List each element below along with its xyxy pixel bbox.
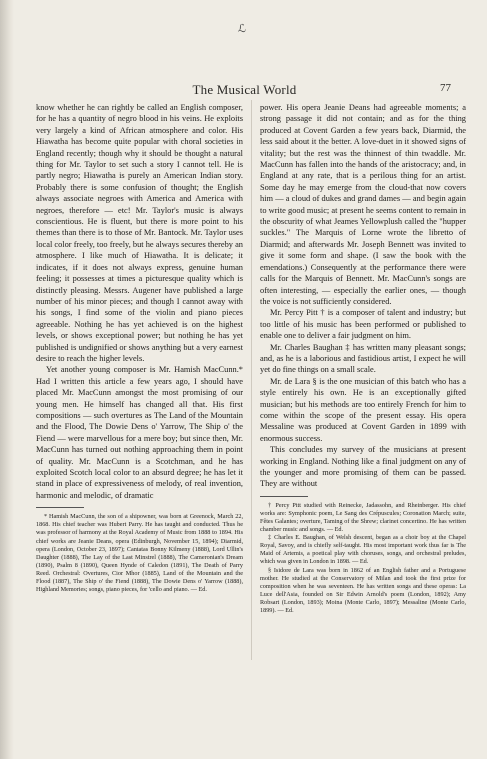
paragraph: Yet another young composer is Mr. Hamish MacCunn.* Had I written this article a few years ago, I should have placed Mr. MacCunn amongst the most promising of our young men. He himself has changed all that. His first compositions — such overtures as The Land of the Mountain and the Flood, The Dowie Dens o' Yarrow, The Ship o' the Fiend — were marvellous for a mere boy; but since then, Mr. MacCunn has turned out nothing approaching them in point of quality. Mr. MacCunn is a Scotchman, and he has exploited Scotch local color to an absurd degree; he has let it stand in place of expressiveness of melody, of real invention, harmonic and melodic, of dramatic	[36, 365, 243, 500]
right-column	[260, 102, 466, 615]
paragraph: This concludes my survey of the musicians at present working in England. Nothing like a final judgment on any of the younger and more promising of them can be passed. They are without	[260, 445, 466, 489]
footnote-rule	[260, 496, 308, 497]
left-column	[36, 102, 243, 594]
paragraph: power. His opera Jeanie Deans had agreeable moments; a strong passage it did not contain; and as for the thing produced at Covent Garden a few years back, Diarmid, the less said about it the better. A love-duet in it showed signs of vitality; but the rest was the thinnest of thin twaddle. Mr. MacCunn has fallen into the hands of the aristocracy; and, in England at any rate, that is a perilous thing for an artist. Some day he may emerge from the cloud-that now covers him — a cloud of dukes and grand dames — and begin again to write good music; at present he seems content to remain in the obscurity of what Jeames Yellowplush called the "hupper suckles." The Marquis of Lorne wrote the libretto of Diarmid; and afterwards Mr. Joseph Bennett was invited to give it some form and shape. (I saw the book with the emendations.) Consequently at the performance there were calls for the Marquis of Bennett. Mr. MacCunn's songs are often interesting, — especially the earlier ones, — though the voice is not sufficiently considered.	[260, 103, 466, 306]
paragraph: Mr. de Lara § is the one musician of this batch who has a style entirely his own. He is an exceptionally gifted musician; but his methods are too entirely French for him to come within the scope of the present essay. His opera Messaline was produced at Covent Garden in 1899 with enormous success.	[260, 376, 466, 443]
page-number: 77	[440, 82, 451, 94]
running-header	[38, 82, 451, 98]
column-gutter	[251, 100, 252, 660]
paragraph: know whether he can rightly be called an English composer, for he has a quantity of negro blood in his veins. He exploits very largely a kind of African atmosphere and color. His Hiawatha has become quite popular with choral societies in England recently; though why it should be thought a natural thing for Mr. Taylor to set such a story I cannot tell. He is partly negro; Hiawatha is purely an American Indian story. Probably there is some confusion of thought; the English always associate negroes with America and America with negroes, therefore — etc! Mr. Taylor's music is always conscientious. He is fluent, but there is more point to his themes than there is to those of Mr. Bantock. Mr. Taylor uses local color freely, too freely, but he always secures thereby an atmosphere. I like much of Hiawatha. It is delicate; it indicates, if it does not always express, genuine human feeling; it possesses at times a picturesque quality which is distinctly pleasing. Messrs. Augener have published a large number of his minor pieces; and though I cannot away with his songs, I find some of the violin and piano pieces agreeable. Nothing he has yet achieved is on the highest levels, or shows exceptional power; but nothing he has yet published is undignified or shows anything but a very earnest desire to reach the higher levels.	[36, 103, 243, 363]
footnote-rule	[36, 507, 84, 508]
footnote: * Hamish MacCunn, the son of a shipowner, was born at Greenock, March 22, 1868. His chief teacher was Hubert Parry. He has taught and conducted. Thus he was professor of harmony at the Royal Academy of Music from 1888 to 1894. His chief works are Jeanie Deans, opera (Edinburgh, November 15, 1894); Diarmid, opera (London, October 23, 1897); Cantatas Bonny Kilmeny (1888), Lord Ullin's Daughter (1888), The Lay of the Last Minstrel (1888), The Cameronian's Dream (1890), Psalm 8 (1890), Queen Hynde of Caledon (1891), The Death of Parry Reed. Orchestral: Overtures, Cior Mhor (1885), Land of the Mountain and the Flood (1887), The Ship o' the Fiend (1888), The Dowie Dens o' Yarrow (1888), Highland Memories; songs, piano pieces, for 'cello and piano. — Ed.	[36, 513, 243, 594]
paragraph: Mr. Charles Baughan ‡ has written many pleasant songs; and, as he is a laborious and fastidious artist, I expect he will yet do fine things on a small scale.	[260, 342, 466, 375]
footnote: ‡ Charles E. Baughan, of Welsh descent, began as a choir boy at the Chapel Royal, Savoy, and is chiefly self-taught. His most important work thus far is The Maid of Artemis, a poetical play with choruses, songs, and orchestral preludes, which was given in London in 1898. — Ed.	[260, 534, 466, 566]
footnote-block	[260, 502, 466, 615]
top-margin-mark: ℒ	[238, 23, 246, 35]
paragraph: Mr. Percy Pitt † is a composer of talent and industry; but too little of his music has been performed or published to enable one to deliver a fair judgment on him.	[260, 308, 466, 341]
footnote: § Isidore de Lara was born in 1862 of an English father and a Portuguese mother. He studied at the Conservatory of Milan and took the first prize for composition when he was seventeen. He has written songs and these operas: La Luce dell'Asia, founded on Sir Edwin Arnold's poem (London, 1892); Amy Robsart (London, 1893); Moina (Monte Carlo, 1897); Messaline (Monte Carlo, 1899). — Ed.	[260, 566, 466, 615]
footnote: † Percy Pitt studied with Reinecke, Jadassohn, and Rheinberger. His chief works are: Symphonic poem, Le Sang des Crépuscules; Coronation March; suite, Fêtes Galantes; overture, Taming of the Shrew; clarinet concertino. He has written chamber music and songs. — Ed.	[260, 501, 466, 534]
page-title: The Musical World	[192, 82, 297, 97]
scan-edge-shadow	[0, 0, 14, 759]
footnote-block	[36, 513, 243, 594]
